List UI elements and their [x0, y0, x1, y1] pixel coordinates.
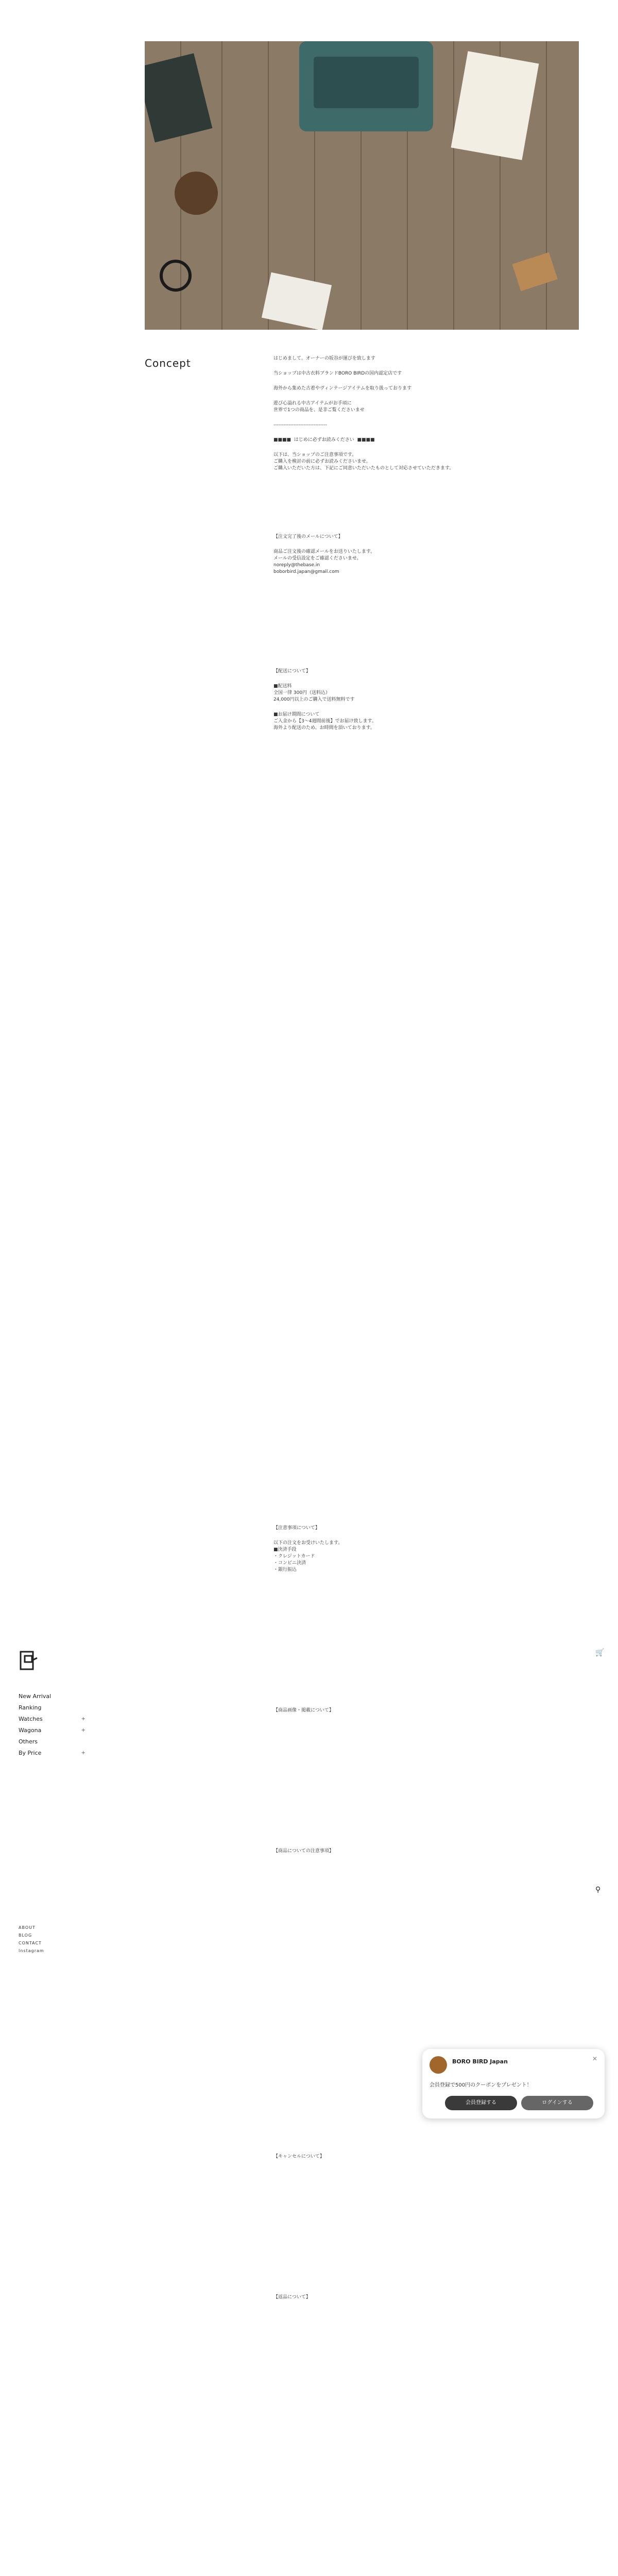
nav-item-watches[interactable] — [19, 1714, 85, 1725]
content-line: ・コンビニ決済 — [273, 1561, 306, 1566]
footer-link-about[interactable]: ABOUT — [19, 1925, 36, 1930]
content-line: はじめまして。オーナーの坂谷が運びを致します — [273, 356, 375, 361]
logo-icon[interactable] — [19, 1649, 39, 1672]
content-line: noreply@thebase.in — [273, 563, 320, 568]
content-line: 海外から集めた古着やヴィンテージアイテムを取り扱っております — [273, 386, 412, 391]
content-line: ご購入いただいた方は、下記にご同意いただいたものとして対応させていただきます。 — [273, 466, 454, 471]
search-icon[interactable]: ⚲ — [595, 1886, 601, 1894]
content-line: 【商品についての注意事項】 — [273, 1849, 334, 1854]
content-line: 世界で1つの商品を、是非ご覧くださいませ — [273, 408, 365, 413]
nav-item-ranking[interactable] — [19, 1702, 85, 1714]
content-line: 以下の注文をお受けいたします。 — [273, 1540, 343, 1546]
expand-icon[interactable]: + — [81, 1727, 85, 1733]
content-line: ご購入を検討の前に必ずお読みくださいませ。 — [273, 459, 371, 464]
register-button[interactable]: 会員登録する — [445, 2096, 517, 2110]
content-line: -------------------------------- — [273, 422, 327, 428]
content-line: 【返品について】 — [273, 2295, 311, 2300]
sidebar-nav — [19, 1691, 85, 1759]
content-line: 【商品画像・掲載について】 — [273, 1708, 334, 1713]
content-line: ■配送料 — [273, 684, 292, 689]
nav-item-wagona[interactable] — [19, 1725, 85, 1736]
nav-label: Wagona — [19, 1727, 42, 1734]
expand-icon[interactable]: + — [81, 1750, 85, 1756]
content-line: 当ショップは中古衣料ブランドBORO BIRDの国内認定店です — [273, 371, 402, 376]
cart-icon[interactable]: 🛒 — [595, 1649, 605, 1657]
content-line: 【キャンセルについて】 — [273, 2154, 324, 2159]
member-popup — [422, 2049, 605, 2119]
content-line: メールの受信設定をご確認くださいませ。 — [273, 556, 362, 561]
content-line: 【注意事項について】 — [273, 1526, 320, 1531]
close-icon[interactable]: ✕ — [592, 2055, 598, 2062]
nav-label: By Price — [19, 1750, 42, 1756]
avatar — [430, 2056, 447, 2074]
content-line: 海外より配送のため、お時間を頂いております。 — [273, 725, 375, 731]
content-line: ■決済手段 — [273, 1547, 297, 1552]
hero-image — [145, 41, 579, 330]
nav-label: Ranking — [19, 1704, 42, 1711]
content-line: ・クレジットカード — [273, 1554, 315, 1559]
sidebar — [19, 1649, 85, 1955]
nav-item-others[interactable] — [19, 1736, 85, 1748]
footer-link-contact[interactable]: CONTACT — [19, 1941, 42, 1945]
concept-content — [273, 355, 576, 2576]
content-line: 【配送について】 — [273, 669, 311, 674]
nav-label: Watches — [19, 1716, 43, 1722]
footer-link-instagram[interactable]: Instagram — [19, 1948, 44, 1953]
nav-item-new-arrival[interactable] — [19, 1691, 85, 1702]
nav-item-by-price[interactable] — [19, 1748, 85, 1759]
concept-title: Concept — [145, 357, 191, 369]
nav-label: New Arrival — [19, 1693, 52, 1700]
content-line: ■お届け期間について — [273, 712, 320, 717]
login-button[interactable]: ログインする — [521, 2096, 593, 2110]
content-line: boborbird.japan@gmail.com — [273, 569, 339, 574]
nav-label: Others — [19, 1738, 38, 1745]
content-line: 全国一律 300円（送料込） — [273, 690, 331, 696]
content-line: ■■■■ はじめに必ずお読みください ■■■■ — [273, 437, 375, 443]
content-line: 商品ご注文後の確認メールをお送りいたします。 — [273, 549, 375, 554]
footer-link-blog[interactable]: BLOG — [19, 1933, 32, 1938]
sidebar-footer — [19, 1924, 85, 1955]
popup-shop-name: BORO BIRD Japan — [452, 2058, 508, 2065]
content-line: ご入金から【3〜4週間前後】でお届け致します。 — [273, 719, 376, 724]
content-line: ・銀行振込 — [273, 1567, 297, 1572]
popup-message: 会員登録で500円のクーポンをプレゼント！ — [430, 2082, 532, 2088]
expand-icon[interactable]: + — [81, 1716, 85, 1722]
content-line: 遊び心溢れる中古アイテムがお手頃に — [273, 401, 352, 406]
content-line: 24,000円以上のご購入で送料無料です — [273, 697, 355, 702]
content-line: 【注文完了後のメールについて】 — [273, 534, 343, 539]
content-line: 以下は、当ショップのご注意事項です。 — [273, 452, 357, 457]
